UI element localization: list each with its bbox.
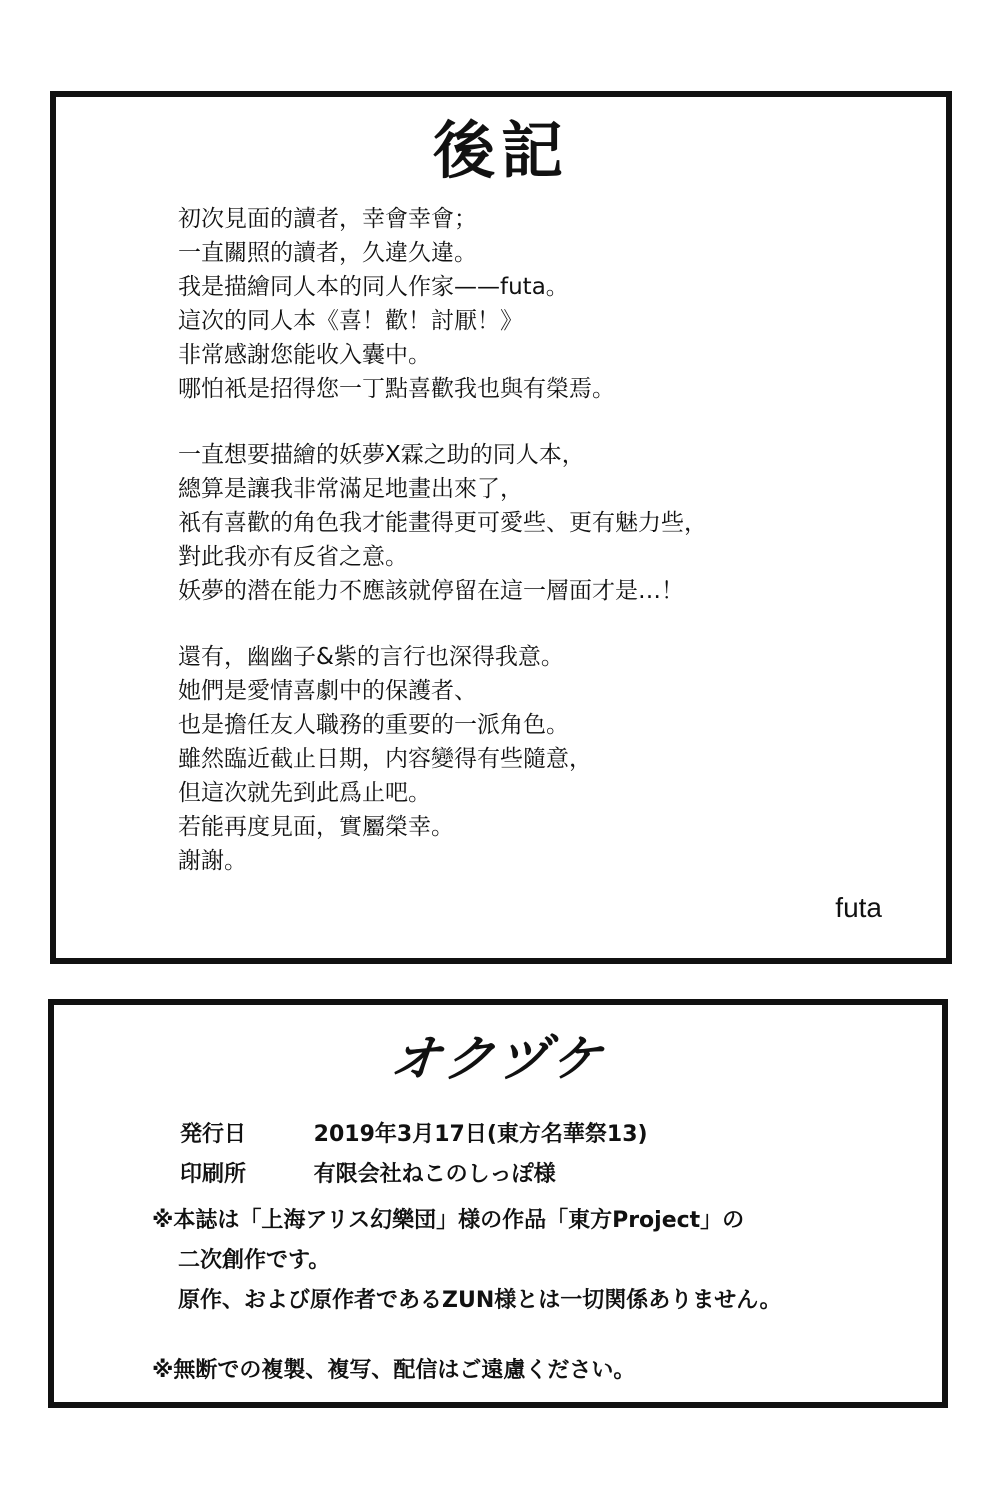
text-line: 我是描繪同人本的同人作家——futa。 <box>178 274 569 300</box>
text-line: 對此我亦有反省之意。 <box>178 544 408 570</box>
text-line: 但這次就先到此爲止吧。 <box>178 780 431 806</box>
text-line: 一直想要描繪的妖夢X霖之助的同人本， <box>178 442 585 468</box>
afterword-body <box>178 202 878 910</box>
note-line: 原作、および原作者であるZUN様とは一切関係ありません。 <box>178 1288 782 1313</box>
text-line: 一直關照的讀者，久違久違。 <box>178 240 477 266</box>
text-line: 也是擔任友人職務的重要的一派角色。 <box>178 712 569 738</box>
note-line: 二次創作です。 <box>178 1248 331 1273</box>
afterword-title: 後記 <box>432 114 569 187</box>
afterword-paragraph-1 <box>178 202 878 406</box>
text-line: 哪怕衹是招得您一丁點喜歡我也與有榮焉。 <box>178 376 615 402</box>
afterword-paragraph-2 <box>178 438 878 608</box>
printer-value: 有限会社ねこのしっぽ様 <box>313 1162 556 1187</box>
copyright-note <box>152 1201 782 1321</box>
colophon-panel <box>48 999 948 1408</box>
text-line: 妖夢的潜在能力不應該就停留在這一層面才是…！ <box>178 578 684 604</box>
text-line: 非常感謝您能收入囊中。 <box>178 342 431 368</box>
afterword-panel <box>50 91 952 964</box>
author-signature: futa <box>835 892 882 923</box>
text-line: 初次見面的讀者，幸會幸會； <box>178 206 477 232</box>
text-line: 總算是讓我非常滿足地畫出來了， <box>178 476 523 502</box>
publish-date-value: 2019年3月17日(東方名華祭13) <box>313 1122 648 1147</box>
printer-row <box>180 1157 556 1188</box>
text-line: 謝謝。 <box>178 848 247 874</box>
colophon-title: オクヅケ <box>387 1030 609 1088</box>
text-line: 還有，幽幽子&紫的言行也深得我意。 <box>178 644 564 670</box>
text-line: 雖然臨近截止日期，内容變得有些隨意， <box>178 746 592 772</box>
afterword-paragraph-3 <box>178 640 878 878</box>
publish-date-label: 発行日 <box>180 1122 247 1147</box>
publish-date-row <box>180 1117 648 1148</box>
note-line: ※本誌は「上海アリス幻樂団」様の作品「東方Project」の <box>152 1208 745 1233</box>
text-line: 這次的同人本《喜！歡！討厭！》 <box>178 308 523 334</box>
text-line: 若能再度見面，實屬榮幸。 <box>178 814 454 840</box>
text-line: 衹有喜歡的角色我才能畫得更可愛些、更有魅力些， <box>178 510 707 536</box>
printer-label: 印刷所 <box>180 1162 247 1187</box>
text-line: 她們是愛情喜劇中的保護者、 <box>178 678 477 704</box>
reproduction-note: ※無断での複製、複写、配信はご遠慮ください。 <box>152 1358 636 1383</box>
